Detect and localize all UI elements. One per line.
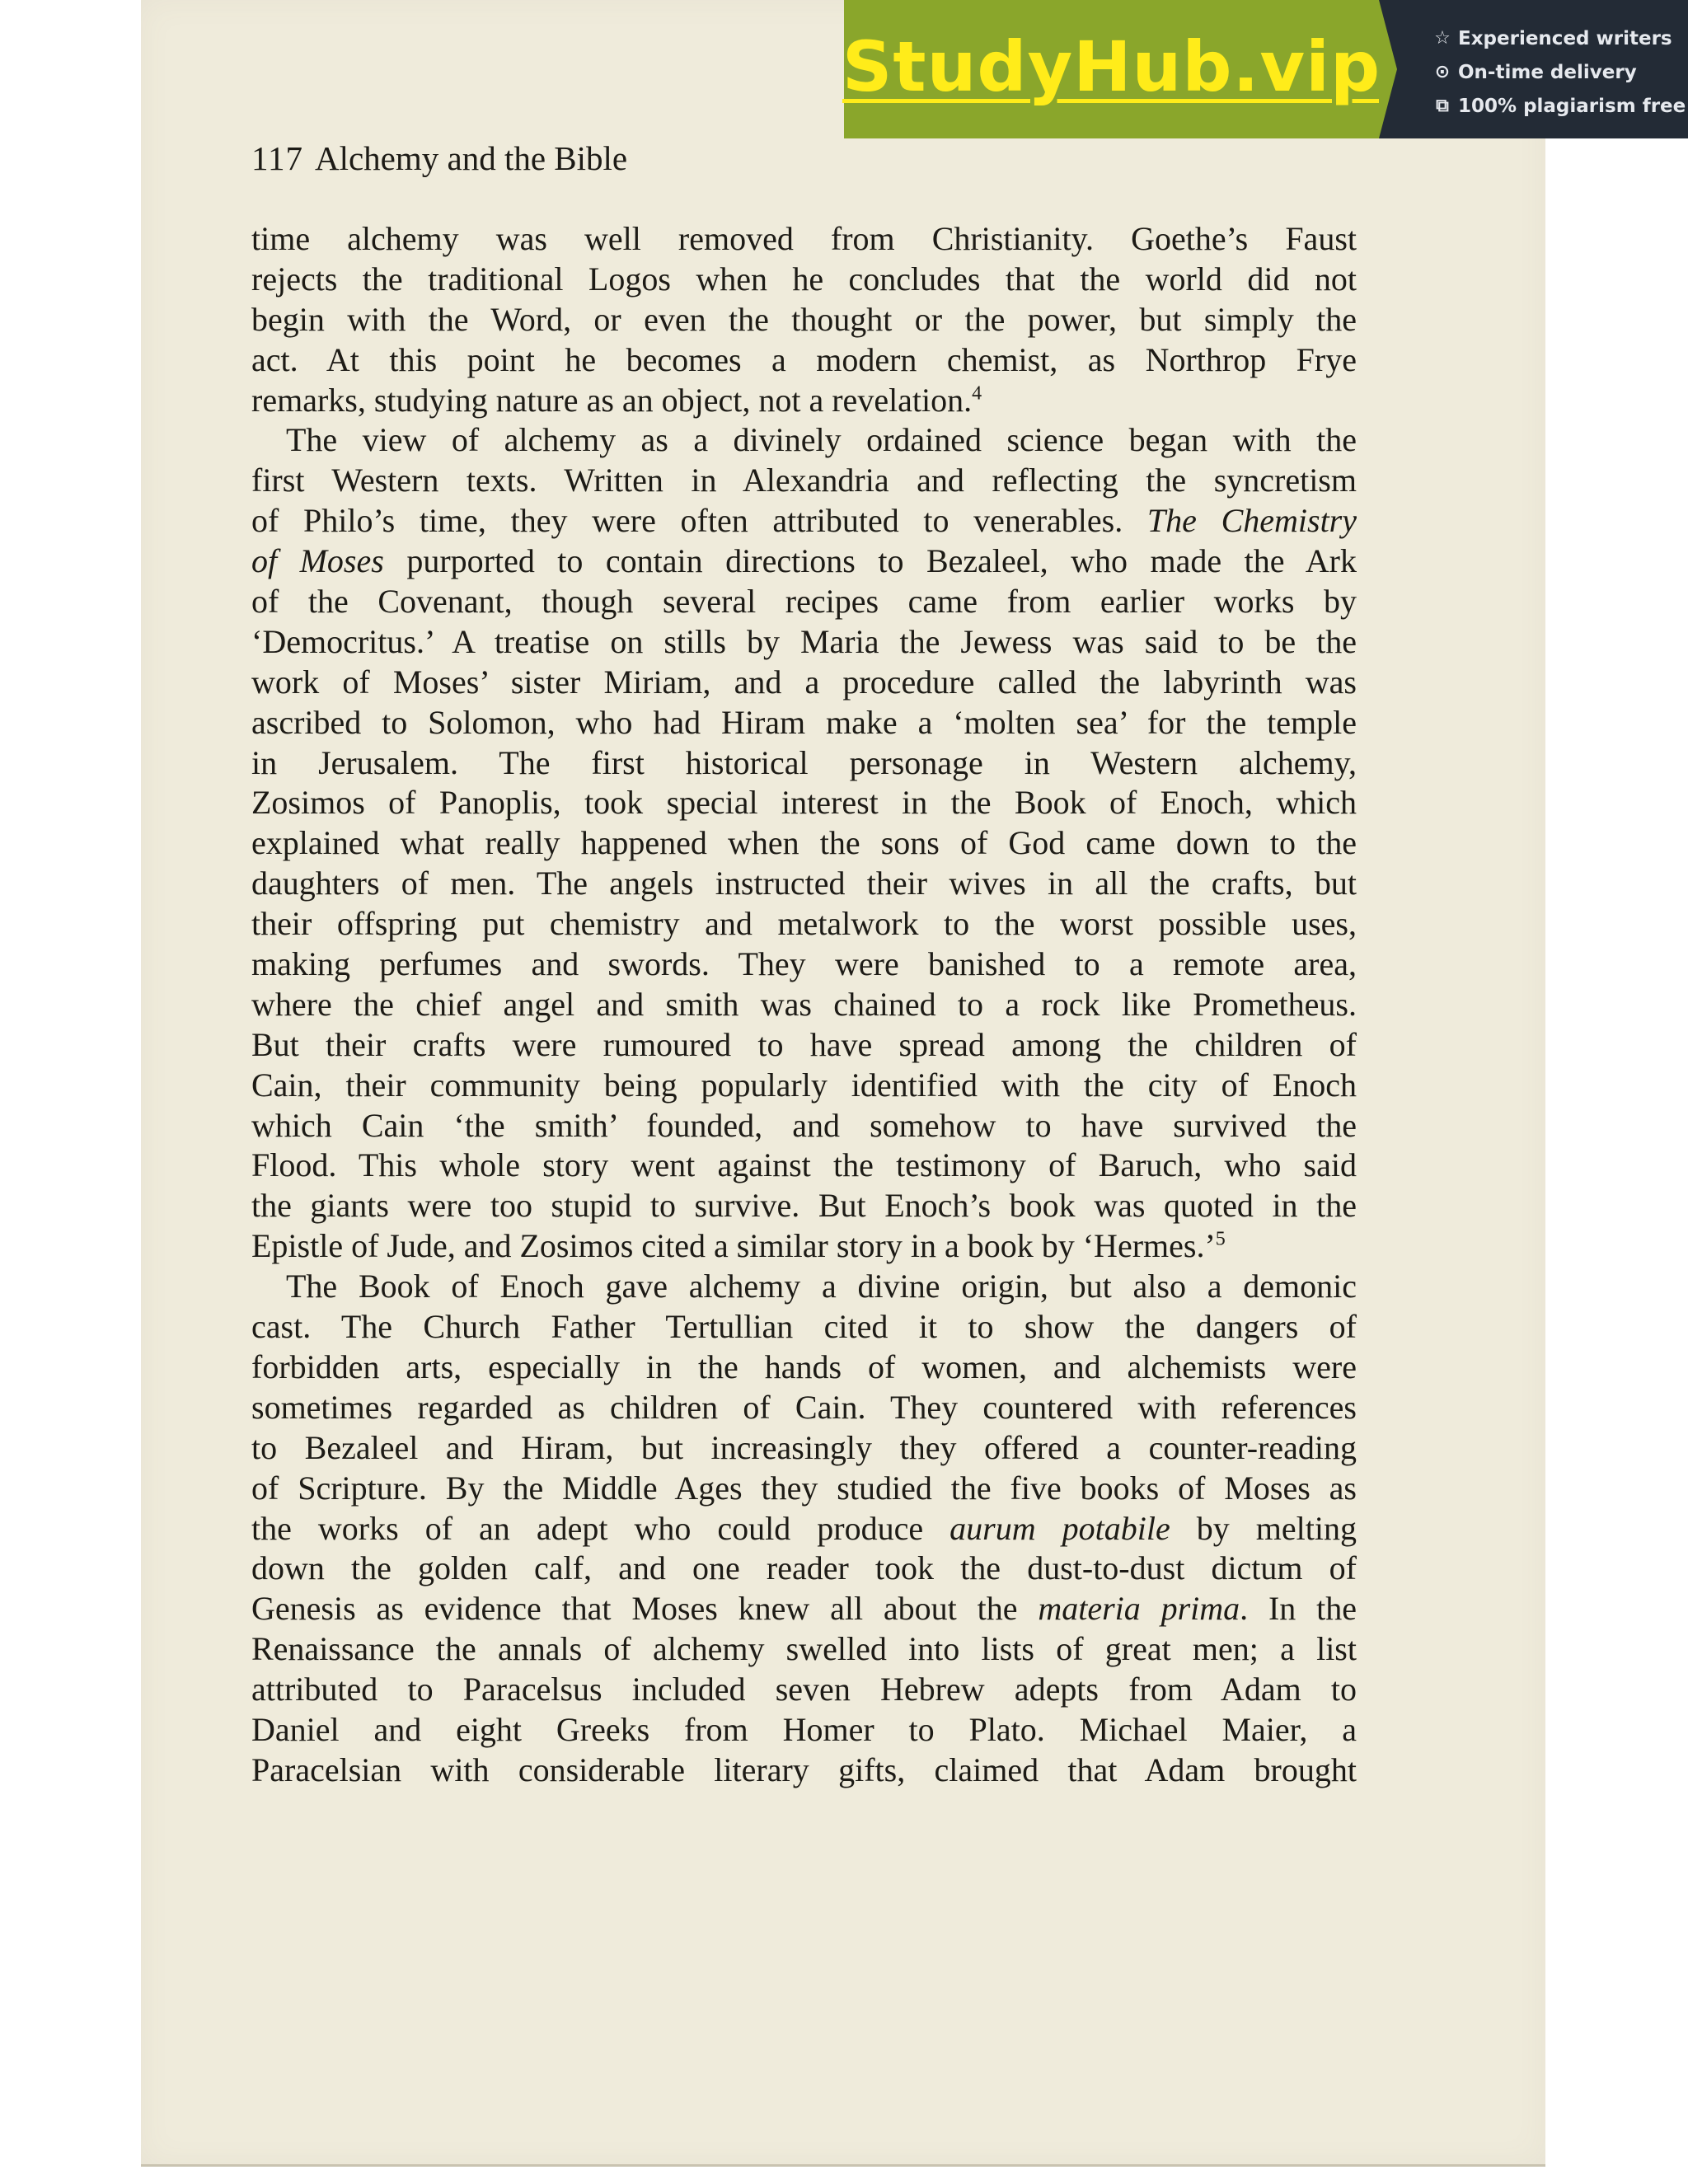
line-text: . In the: [1240, 1590, 1357, 1628]
feature-label: Experienced writers: [1458, 27, 1672, 49]
text-line: their offspring put chemistry and metalwork to the worst possible uses,: [251, 905, 1357, 943]
text-line: ‘Democritus.’ A treatise on stills by Maria the Jewess was said to be the: [251, 622, 1357, 660]
text-line: cast. The Church Father Tertullian cited it to show the dangers of: [251, 1308, 1357, 1346]
line-text: Genesis as evidence that Moses knew all about the: [251, 1590, 1018, 1628]
page-number: 117: [251, 139, 303, 177]
feature-label: 100% plagiarism free: [1458, 95, 1686, 117]
brand-logo[interactable]: [844, 0, 1379, 138]
text-line: [251, 501, 1357, 541]
text-line: attributed to Paracelsus included seven Hebrew adepts from Adam to: [251, 1671, 1357, 1708]
feature-item: [1432, 21, 1688, 55]
text-line: forbidden arts, especially in the hands of women, and alchemists were: [251, 1347, 1357, 1385]
feature-list: [1379, 0, 1688, 138]
text-line: sometimes regarded as children of Cain. They countered with references: [251, 1388, 1357, 1426]
text-line: where the chief angel and smith was chained to a rock like Prometheus.: [251, 985, 1357, 1023]
line-text: by melting: [1196, 1509, 1357, 1547]
line-text: of Philo’s time, they were often attributed to venerables.: [251, 502, 1123, 540]
line-text: Epistle of Jude, and Zosimos cited a similar story in a book by ‘Hermes.’: [251, 1227, 1216, 1265]
chapter-title: Alchemy and the Bible: [314, 139, 628, 177]
italic-title: of Moses: [251, 542, 384, 580]
text-line: rejects the traditional Logos when he concludes that the world did not: [251, 260, 1357, 298]
text-line: Zosimos of Panoplis, took special interest in the Book of Enoch, which: [251, 784, 1357, 822]
italic-term: materia prima: [1038, 1590, 1240, 1628]
text-line: first Western texts. Written in Alexandria and reflecting the syncretism: [251, 462, 1357, 499]
paragraph-start-line: The Book of Enoch gave alchemy a divine origin, but also a demonic: [286, 1268, 1357, 1305]
text-line: of Scripture. By the Middle Ages they studied the five books of Moses as: [251, 1469, 1357, 1507]
promo-banner[interactable]: [844, 0, 1688, 138]
footnote-ref: 5: [1215, 1228, 1226, 1250]
brand-logo-text: StudyHub.vip: [842, 26, 1381, 107]
text-line: But their crafts were rumoured to have spread among the children of: [251, 1025, 1357, 1063]
text-line: explained what really happened when the sons of God came down to the: [251, 824, 1357, 862]
text-line: work of Moses’ sister Miriam, and a procedure called the labyrinth was: [251, 663, 1357, 701]
text-line: daughters of men. The angels instructed their wives in all the crafts, but: [251, 865, 1357, 902]
text-line: Daniel and eight Greeks from Homer to Plato. Michael Maier, a: [251, 1710, 1357, 1748]
text-line: making perfumes and swords. They were banished to a remote area,: [251, 945, 1357, 983]
text-line: [251, 541, 1357, 582]
line-text: purported to contain directions to Bezaleel, who made the Ark: [406, 542, 1357, 580]
text-line: [251, 1226, 1357, 1267]
feature-label: On-time delivery: [1458, 61, 1637, 83]
text-line: Paracelsian with considerable literary gifts, claimed that Adam brought: [251, 1750, 1357, 1788]
italic-title: The Chemistry: [1146, 502, 1357, 540]
copy-icon: ⧉: [1436, 96, 1449, 116]
running-header: [251, 138, 627, 178]
star-icon: ☆: [1434, 28, 1451, 49]
text-line: begin with the Word, or even the thought or the power, but simply the: [251, 300, 1357, 338]
feature-item: [1432, 89, 1688, 123]
clock-icon: ⊙: [1434, 62, 1451, 82]
text-line: [251, 381, 1357, 421]
text-line: act. At this point he becomes a modern chemist, as Northrop Frye: [251, 340, 1357, 378]
text-line: time alchemy was well removed from Christianity. Goethe’s Faust: [251, 220, 1357, 257]
text-line: in Jerusalem. The first historical personage in Western alchemy,: [251, 743, 1357, 781]
page-edge: [141, 2164, 1545, 2167]
text-line: the giants were too stupid to survive. But Enoch’s book was quoted in the: [251, 1187, 1357, 1225]
text-line: of the Covenant, though several recipes came from earlier works by: [251, 583, 1357, 621]
text-line: Renaissance the annals of alchemy swelled into lists of great men; a list: [251, 1630, 1357, 1668]
paragraph-start-line: The view of alchemy as a divinely ordained science began with the: [286, 421, 1357, 459]
text-line: to Bezaleel and Hiram, but increasingly they offered a counter-reading: [251, 1428, 1357, 1466]
text-line: ascribed to Solomon, who had Hiram make a ‘molten sea’ for the temple: [251, 703, 1357, 741]
line-text: remarks, studying nature as an object, not a revelation.: [251, 381, 973, 419]
text-line: down the golden calf, and one reader took the dust-to-dust dictum of: [251, 1549, 1357, 1587]
text-line: [251, 1509, 1357, 1549]
text-line: [251, 1589, 1357, 1629]
text-line: Cain, their community being popularly identified with the city of Enoch: [251, 1066, 1357, 1104]
body-text: [251, 219, 1357, 1791]
text-line: Flood. This whole story went against the testimony of Baruch, who said: [251, 1146, 1357, 1184]
feature-item: [1432, 55, 1688, 89]
footnote-ref: 4: [972, 382, 982, 405]
banner-arrow-shape: [1379, 0, 1397, 138]
text-line: which Cain ‘the smith’ founded, and somehow to have survived the: [251, 1106, 1357, 1144]
italic-term: aurum potabile: [950, 1509, 1170, 1547]
line-text: the works of an adept who could produce: [251, 1509, 924, 1547]
